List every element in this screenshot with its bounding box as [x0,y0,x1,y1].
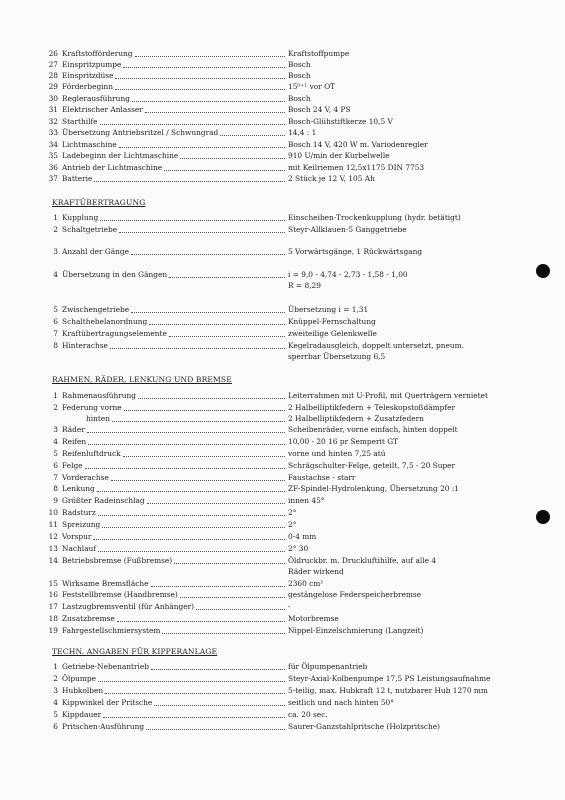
spec-row-number: 7 [53,473,58,482]
spec-row [0,93,565,104]
spec-row-value: zweiteilige Gelenkwelle [288,329,377,338]
spec-row-number: 10 [48,508,58,517]
spec-row-value: 2 Stück je 12 V, 105 Ah [288,174,375,183]
spec-row-value: Bosch [288,94,311,103]
spec-row [0,685,565,696]
spec-row-value: vorne und hinten 7,25 atü [288,449,386,458]
spec-row-label: Kupplung [62,213,99,222]
spec-row-value: Saurer-Ganzstahlpritsche (Holzpritsche) [288,722,441,731]
spec-row-value: Leiterrahmen mit U-Profil, mit Querträgern vernietet [288,391,488,400]
spec-row-label: Anzahl der Gänge [62,247,130,256]
spec-row-value: Bosch [288,71,311,80]
spec-row-number: 1 [53,662,58,671]
section-heading-rahmen: RAHMEN, RÄDER, LENKUNG UND BREMSE [52,375,232,384]
dot-leader [131,311,285,313]
spec-row-value: innen 45° [288,496,325,505]
spec-row-label: Pritschen-Ausführung [62,722,145,731]
spec-row [0,173,565,184]
spec-row-value: Bosch [288,60,311,69]
spec-row-number: 14 [48,556,58,565]
spec-row-value: Knüppel-Fernschaltung [288,317,376,326]
spec-row [0,413,565,424]
spec-row-label: Vorderachse [62,473,109,482]
binder-hole-bottom [536,510,550,524]
spec-row [0,81,565,92]
spec-row-label: Ladebeginn der Lichtmaschine [62,151,179,160]
spec-row-value: ca. 20 sec. [288,710,328,719]
spec-row-value-continued: Räder wirkend [288,567,344,576]
spec-row [0,472,565,483]
dot-leader [147,502,285,504]
dot-leader [98,550,285,552]
spec-row-label: Reifenluftdruck [62,449,121,458]
dot-leader [115,88,285,90]
spec-row [0,212,565,223]
dot-leader [123,455,285,457]
spec-row-label: Federung vorne [62,403,122,412]
spec-row-number: 11 [48,520,58,529]
spec-row-label: Getriebe-Nebenantrieb [62,662,149,671]
spec-row [0,625,565,636]
spec-row-label: Übersetzung in den Gängen [62,270,168,279]
spec-row-value: gestängelose Federspeicherbremse [288,590,422,599]
dot-leader [123,66,285,68]
spec-row-label: Nachlauf [62,544,97,553]
spec-row-number: 26 [48,49,58,58]
spec-row [0,673,565,684]
spec-row-number: 29 [48,82,58,91]
dot-leader [98,680,285,682]
spec-row-number: 17 [48,602,58,611]
dot-leader [94,180,285,182]
spec-row [0,269,565,280]
spec-row-number: 2 [53,403,58,412]
spec-row [0,555,565,566]
spec-row-number: 3 [53,686,58,695]
dot-leader [112,420,285,422]
spec-row [0,543,565,554]
spec-row [0,589,565,600]
spec-row-label: Hubkolben [62,686,104,695]
spec-row [0,507,565,518]
spec-row-number: 16 [48,590,58,599]
spec-row-value: Übersetzung i = 1,31 [288,305,369,314]
spec-row [0,483,565,494]
dot-leader [132,100,285,102]
spec-row-label: Einspritzpumpe [62,60,122,69]
spec-row-value: 15⁰⁺¹ vor OT [288,82,336,91]
spec-row-number: 1 [53,391,58,400]
spec-row-label: Größter Radeinschlag [62,496,145,505]
dot-leader [169,335,285,337]
spec-row [0,116,565,127]
spec-row-value: für Ölpumpenantrieb [288,662,368,671]
spec-row-value: 2° [288,520,297,529]
dot-leader [102,526,285,528]
spec-row-label: Zwischengetriebe [62,305,130,314]
dot-leader [169,276,285,278]
dot-leader [138,397,285,399]
spec-row-number: 13 [48,544,58,553]
dot-leader [180,157,285,159]
section-heading-kraftuebertragung: KRAFTÜBERTRAGUNG [52,198,146,207]
spec-row-label: Hinterachse [62,341,108,350]
spec-row-number: 6 [53,461,58,470]
spec-row-value: Scheibenräder, vorne einfach, hinten doppelt [288,425,458,434]
spec-row-label: Batterie [62,174,93,183]
dot-leader [88,443,285,445]
spec-row-label: Reglerausführung [62,94,130,103]
spec-row [0,70,565,81]
spec-row-label: Elektrischer Anlasser [62,105,143,114]
spec-row-value: 10,00 - 20 16 pr Semperit GT [288,437,399,446]
dot-leader [131,253,285,255]
spec-row-number: 30 [48,94,58,103]
spec-row-value: 2° [288,508,297,517]
dot-leader [100,219,285,221]
spec-row-value: Bosch 24 V, 4 PS [288,105,351,114]
dot-leader [164,169,285,171]
spec-row-number: 15 [48,579,58,588]
spec-row [0,495,565,506]
spec-row-value: Steyr-Axial-Kolbenpumpe 17,5 PS Leistungsaufnahme [288,674,491,683]
spec-row-label: Starthilfe [62,117,98,126]
spec-row-label: Fahrgestellschmiersystem [62,626,161,635]
spec-row-number: 3 [53,247,58,256]
spec-row [0,162,565,173]
spec-row-label: Übersetzung Antriebsritzel / Schwungrad [62,128,219,137]
dot-leader [85,467,285,469]
spec-row [0,127,565,138]
dot-leader [115,77,285,79]
spec-row [0,316,565,327]
spec-row-value: 2° 30 [288,544,309,553]
spec-row-value: Schrägschulter-Felge, geteilt, 7,5 - 20 Super [288,461,456,470]
spec-row-number: 4 [53,698,58,707]
spec-row [0,224,565,235]
spec-row-value: ZF-Spindel-Hydrolenkung, Übersetzung 20 :1 [288,484,460,493]
spec-row-number: 18 [48,614,58,623]
spec-row-value: mit Keilriemen 12,5x1175 DIN 7753 [288,163,425,172]
spec-row-label: Radsturz [62,508,96,517]
spec-row [0,661,565,672]
spec-row-number: 4 [53,437,58,446]
dot-leader [97,490,285,492]
spec-row [0,246,565,257]
section-heading-kipperanlage: TECHN. ANGABEN FÜR KIPPERANLAGE [52,647,218,656]
dot-leader [146,728,285,730]
spec-row-number: 12 [48,532,58,541]
dot-leader [117,620,285,622]
spec-row-value: Faustachse - starr [288,473,356,482]
spec-row [0,390,565,401]
dot-leader [151,585,285,587]
spec-row-value: Steyr-Allklauen-5 Ganggetriebe [288,225,407,234]
spec-row-value: seitlich und nach hinten 50° [288,698,394,707]
spec-row [0,613,565,624]
spec-row-value: 5 Vorwärtsgänge, 1 Rückwärtsgang [288,247,423,256]
spec-row-label: Lichtmaschine [62,140,117,149]
dot-leader [162,632,285,634]
dot-leader [119,231,285,233]
spec-row [0,104,565,115]
spec-row-value: Kraftstoffpumpe [288,49,350,58]
spec-row-label: hinten [86,414,110,423]
spec-row-number: 6 [53,722,58,731]
spec-row-value: 2360 cm² [288,579,324,588]
spec-row-value: 2 Halbelliptikfedern + Zusatzfedern [288,414,424,423]
dot-leader [87,431,285,433]
dot-leader [174,562,285,564]
dot-leader [220,134,285,136]
spec-row [0,448,565,459]
spec-row-value: Nippel-Einzelschmierung (Langzeit) [288,626,424,635]
spec-row [0,519,565,530]
spec-row-number: 2 [53,225,58,234]
spec-row [0,59,565,70]
spec-row-number: 19 [48,626,58,635]
binder-hole-top [536,264,550,278]
spec-row-label: Schaltgetriebe [62,225,118,234]
spec-row-continuation [0,566,565,577]
spec-row [0,697,565,708]
spec-row-number: 3 [53,425,58,434]
spec-row-label: Felge [62,461,83,470]
spec-row-label: Kraftstofförderung [62,49,133,58]
spec-row-number: 32 [48,117,58,126]
spec-row [0,328,565,339]
dot-leader [180,596,285,598]
spec-row-number: 6 [53,317,58,326]
spec-row-number: 34 [48,140,58,149]
spec-row-label: Betriebsbremse (Fußbremse) [62,556,173,565]
spec-row [0,48,565,59]
spec-row-number: 36 [48,163,58,172]
dot-leader [119,146,285,148]
spec-row [0,601,565,612]
spec-row-value: Einscheiben-Trockenkupplung (hydr. betätigt) [288,213,461,222]
spec-row-number: 8 [53,341,58,350]
spec-row-number: 5 [53,449,58,458]
spec-row-value: 910 U/min der Kurbelwelle [288,151,390,160]
spec-row-label: Lastzugbremsventil (für Anhänger) [62,602,195,611]
spec-row-number: 28 [48,71,58,80]
spec-row [0,304,565,315]
spec-row [0,340,565,351]
spec-row-label: Einspritzdüse [62,71,114,80]
spec-row-number: 2 [53,674,58,683]
spec-row-value: Bosch 14 V, 420 W m. Variodenregler [288,140,428,149]
spec-row-continuation [0,280,565,291]
dot-leader [135,55,285,57]
spec-row-number: 33 [48,128,58,137]
dot-leader [151,668,285,670]
dot-leader [196,608,285,610]
spec-row-value: 14,4 : 1 [288,128,317,137]
dot-leader [124,409,285,411]
spec-row-number: 7 [53,329,58,338]
spec-row [0,531,565,542]
spec-row [0,424,565,435]
spec-row-label: Schalthebelanordnung [62,317,148,326]
spec-row-label: Wirksame Bremsfläche [62,579,149,588]
spec-row-value: Kegelradausgleich, doppelt untersetzt, pneum. [288,341,465,350]
spec-row [0,139,565,150]
dot-leader [111,479,285,481]
spec-row-value: Motorbremse [288,614,339,623]
spec-row-label: Zusatzbremse [62,614,115,623]
spec-row-value-continued: R = 8,29 [288,281,321,290]
dot-leader [110,347,285,349]
spec-row-value: Bosch-Glühstiftkerze 10,5 V [288,117,393,126]
spec-row [0,578,565,589]
spec-row [0,402,565,413]
dot-leader [98,514,285,516]
spec-row-label: Räder [62,425,85,434]
spec-row [0,460,565,471]
dot-leader [105,692,285,694]
spec-row-label: Kippwinkel der Pritsche [62,698,153,707]
spec-row-value: 5-teilig, max. Hubkraft 12 t, nutzbarer Hub 1270 mm [288,686,488,695]
dot-leader [149,323,285,325]
spec-row-number: 1 [53,213,58,222]
spec-row-number: 31 [48,105,58,114]
spec-row-number: 4 [53,270,58,279]
spec-row-label: Vorspur [62,532,92,541]
spec-row-number: 8 [53,484,58,493]
spec-row-value: - [288,602,291,611]
spec-row-label: Lenkung [62,484,95,493]
spec-row [0,709,565,720]
dot-leader [145,111,285,113]
spec-row-label: Förderbeginn [62,82,114,91]
spec-row-number: 5 [53,710,58,719]
spec-row-number: 5 [53,305,58,314]
dot-leader [93,538,285,540]
spec-row-value: 2 Halbelliptikfedern + Teleskopstoßdämpfer [288,403,455,412]
spec-row-value: i = 9,0 - 4,74 - 2,73 - 1,58 - 1,00 [288,270,408,279]
spec-row [0,436,565,447]
spec-row-label: Rahmenausführung [62,391,137,400]
dot-leader [103,716,285,718]
spec-row-label: Reifen [62,437,87,446]
spec-row-value-continued: sperrbar Übersetzung 6,5 [288,352,386,361]
spec-row-label: Kraftübertragungselemente [62,329,167,338]
spec-row-value: 0-4 mm [288,532,317,541]
spec-row-number: 27 [48,60,58,69]
spec-row-continuation [0,351,565,362]
spec-row-label: Feststellbremse (Handbremse) [62,590,178,599]
spec-row-number: 9 [53,496,58,505]
spec-row-label: Ölpumpe [62,674,97,683]
spec-row-label: Spreizung [62,520,101,529]
dot-leader [154,704,285,706]
spec-row [0,721,565,732]
dot-leader [100,123,285,125]
spec-row-number: 35 [48,151,58,160]
spec-row [0,150,565,161]
spec-row-label: Kippdauer [62,710,102,719]
spec-row-number: 37 [48,174,58,183]
spec-row-label: Antrieb der Lichtmaschine [62,163,163,172]
spec-row-value: Öldruckbr. m. Druckluftihilfe, auf alle 4 [288,556,437,565]
